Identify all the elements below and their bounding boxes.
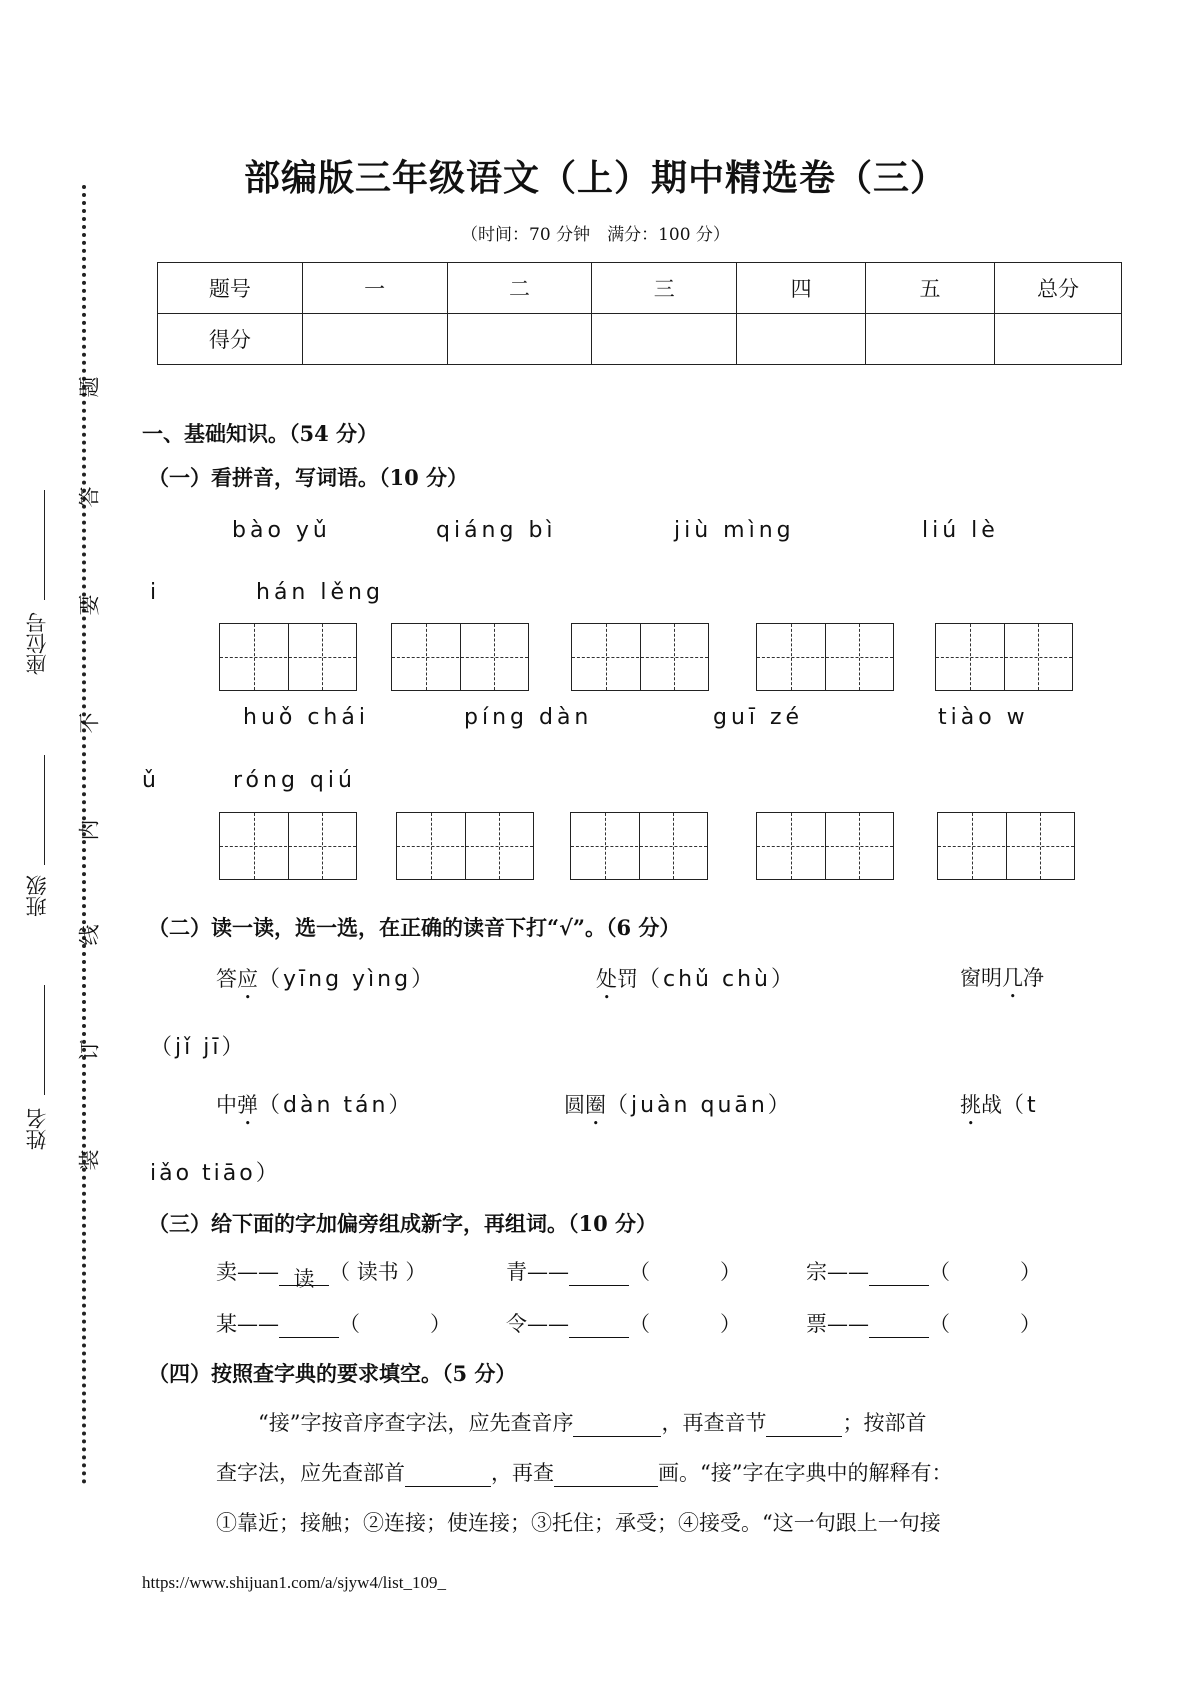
dotted-char: 圈 <box>585 1093 606 1117</box>
pinyin-options[interactable]: （chǔ chù） <box>638 967 796 992</box>
pinyin-options[interactable]: （yīng yìng） <box>258 967 437 992</box>
margin-char: 题 <box>77 376 102 398</box>
word-item: 某—— （ ） <box>216 1312 451 1336</box>
score-cell[interactable] <box>866 314 995 365</box>
answer-blank[interactable] <box>766 1414 842 1437</box>
margin-char: 装 <box>77 1149 102 1171</box>
answer-blank[interactable] <box>569 1263 629 1286</box>
table-cell: 二 <box>447 263 592 314</box>
writing-grid[interactable] <box>570 812 708 880</box>
margin-char: 线 <box>77 924 102 946</box>
answer-blank[interactable] <box>573 1414 661 1437</box>
table-cell: 三 <box>592 263 737 314</box>
writing-grid[interactable] <box>571 623 709 691</box>
margin-char: 不 <box>77 712 102 734</box>
table-cell: 总分 <box>995 263 1122 314</box>
margin-char: 内 <box>77 819 102 841</box>
example-word: 读书 <box>356 1260 399 1284</box>
paragraph-line: 查字法，应先查部首 ，再查 画。“接”字在字典中的解释有： <box>216 1461 953 1485</box>
writing-grid[interactable] <box>756 812 894 880</box>
seat-number-line[interactable] <box>44 490 45 600</box>
dotted-char: 几 <box>1002 966 1023 990</box>
section-heading: 一、基础知识。（54 分） <box>142 421 379 446</box>
class-label: 班级 <box>25 875 49 917</box>
writing-grid[interactable] <box>937 812 1075 880</box>
margin-char: 订 <box>77 1039 102 1061</box>
pinyin: i <box>150 580 161 605</box>
question-heading: （二）读一读，选一选，在正确的读音下打“√”。（6 分） <box>148 915 681 940</box>
writing-grid[interactable] <box>756 623 894 691</box>
pinyin: liú lè <box>922 518 999 543</box>
dotted-char: 挑 <box>960 1093 981 1117</box>
question-heading: （一）看拼音，写词语。（10 分） <box>148 465 469 490</box>
answer-blank[interactable] <box>869 1315 929 1338</box>
pinyin-options[interactable]: （t <box>1002 1093 1039 1118</box>
writing-grid[interactable] <box>396 812 534 880</box>
writing-grid[interactable] <box>391 623 529 691</box>
pinyin-options[interactable]: （dàn tán） <box>258 1093 414 1118</box>
name-line[interactable] <box>44 985 45 1095</box>
answer-blank[interactable] <box>279 1315 339 1338</box>
reading-item: 处罚（chǔ chù） <box>596 967 796 992</box>
paragraph-line: ①靠近；接触；②连接；使连接；③托住；承受；④接受。“这一句跟上一句接 <box>216 1511 941 1535</box>
class-line[interactable] <box>44 755 45 865</box>
score-cell[interactable] <box>737 314 866 365</box>
table-cell: 得分 <box>158 314 303 365</box>
answer-blank[interactable] <box>405 1464 491 1487</box>
page-title: 部编版三年级语文（上）期中精选卷（三） <box>243 157 947 199</box>
margin-char: 要 <box>77 594 102 616</box>
pinyin: huǒ chái <box>243 705 369 730</box>
name-label: 姓名 <box>25 1108 49 1150</box>
pinyin: guī zé <box>713 705 804 730</box>
table-cell: 题号 <box>158 263 303 314</box>
seat-number-label: 座位号 <box>25 612 49 675</box>
writing-grid[interactable] <box>219 623 357 691</box>
dotted-char: 应 <box>237 967 258 991</box>
footer-url[interactable]: https://www.shijuan1.com/a/sjyw4/list_109_ <box>142 1573 446 1592</box>
pinyin: bào yǔ <box>232 518 331 543</box>
table-row <box>158 263 1122 314</box>
exam-info: （时间：70 分钟 满分：100 分） <box>461 225 730 245</box>
pinyin-options[interactable]: iǎo tiāo） <box>150 1161 281 1186</box>
reading-item: 中弹（dàn tán） <box>216 1093 414 1118</box>
reading-item: 圆圈（juàn quān） <box>564 1093 793 1118</box>
writing-grid[interactable] <box>219 812 357 880</box>
answer-blank[interactable] <box>554 1464 658 1487</box>
table-row <box>158 314 1122 365</box>
answer-blank[interactable] <box>869 1263 929 1286</box>
question-heading: （三）给下面的字加偏旁组成新字，再组词。（10 分） <box>148 1211 658 1236</box>
paragraph-line: “接”字按音序查字法，应先查音序 ，再查音节 ；按部首 <box>258 1411 927 1435</box>
word-item: 青—— （ ） <box>506 1260 741 1284</box>
answer-blank[interactable]: 读 <box>279 1263 329 1286</box>
question-heading: （四）按照查字典的要求填空。（5 分） <box>148 1361 517 1386</box>
pinyin: píng dàn <box>464 705 593 730</box>
score-cell[interactable] <box>447 314 592 365</box>
pinyin: tiào w <box>938 705 1029 730</box>
reading-item: 挑战（t <box>960 1093 1039 1118</box>
word-item: 令—— （ ） <box>506 1312 741 1336</box>
writing-grid[interactable] <box>935 623 1073 691</box>
word-item: 票—— （ ） <box>806 1312 1041 1336</box>
word-item: 卖—— 读 （ 读书 ） <box>216 1260 427 1291</box>
dotted-char: 弹 <box>237 1093 258 1117</box>
pinyin: ǔ <box>142 768 160 793</box>
pinyin: qiáng bì <box>436 518 557 543</box>
margin-char: 答 <box>77 486 102 508</box>
word-item: 宗—— （ ） <box>806 1260 1041 1284</box>
score-cell[interactable] <box>995 314 1122 365</box>
table-cell: 四 <box>737 263 866 314</box>
answer-blank[interactable] <box>569 1315 629 1338</box>
score-table <box>157 262 1122 365</box>
pinyin-options[interactable]: （jǐ jī） <box>150 1035 247 1060</box>
pinyin: róng qiú <box>233 768 356 793</box>
reading-item: 答应（yīng yìng） <box>216 967 437 992</box>
pinyin-options[interactable]: （juàn quān） <box>606 1093 793 1118</box>
reading-item: 窗明几净 <box>960 966 1044 990</box>
pinyin: hán lěng <box>256 580 384 605</box>
dotted-char: 处 <box>596 967 617 991</box>
score-cell[interactable] <box>302 314 447 365</box>
table-cell: 五 <box>866 263 995 314</box>
pinyin: jiù mìng <box>674 518 795 543</box>
score-cell[interactable] <box>592 314 737 365</box>
table-cell: 一 <box>302 263 447 314</box>
